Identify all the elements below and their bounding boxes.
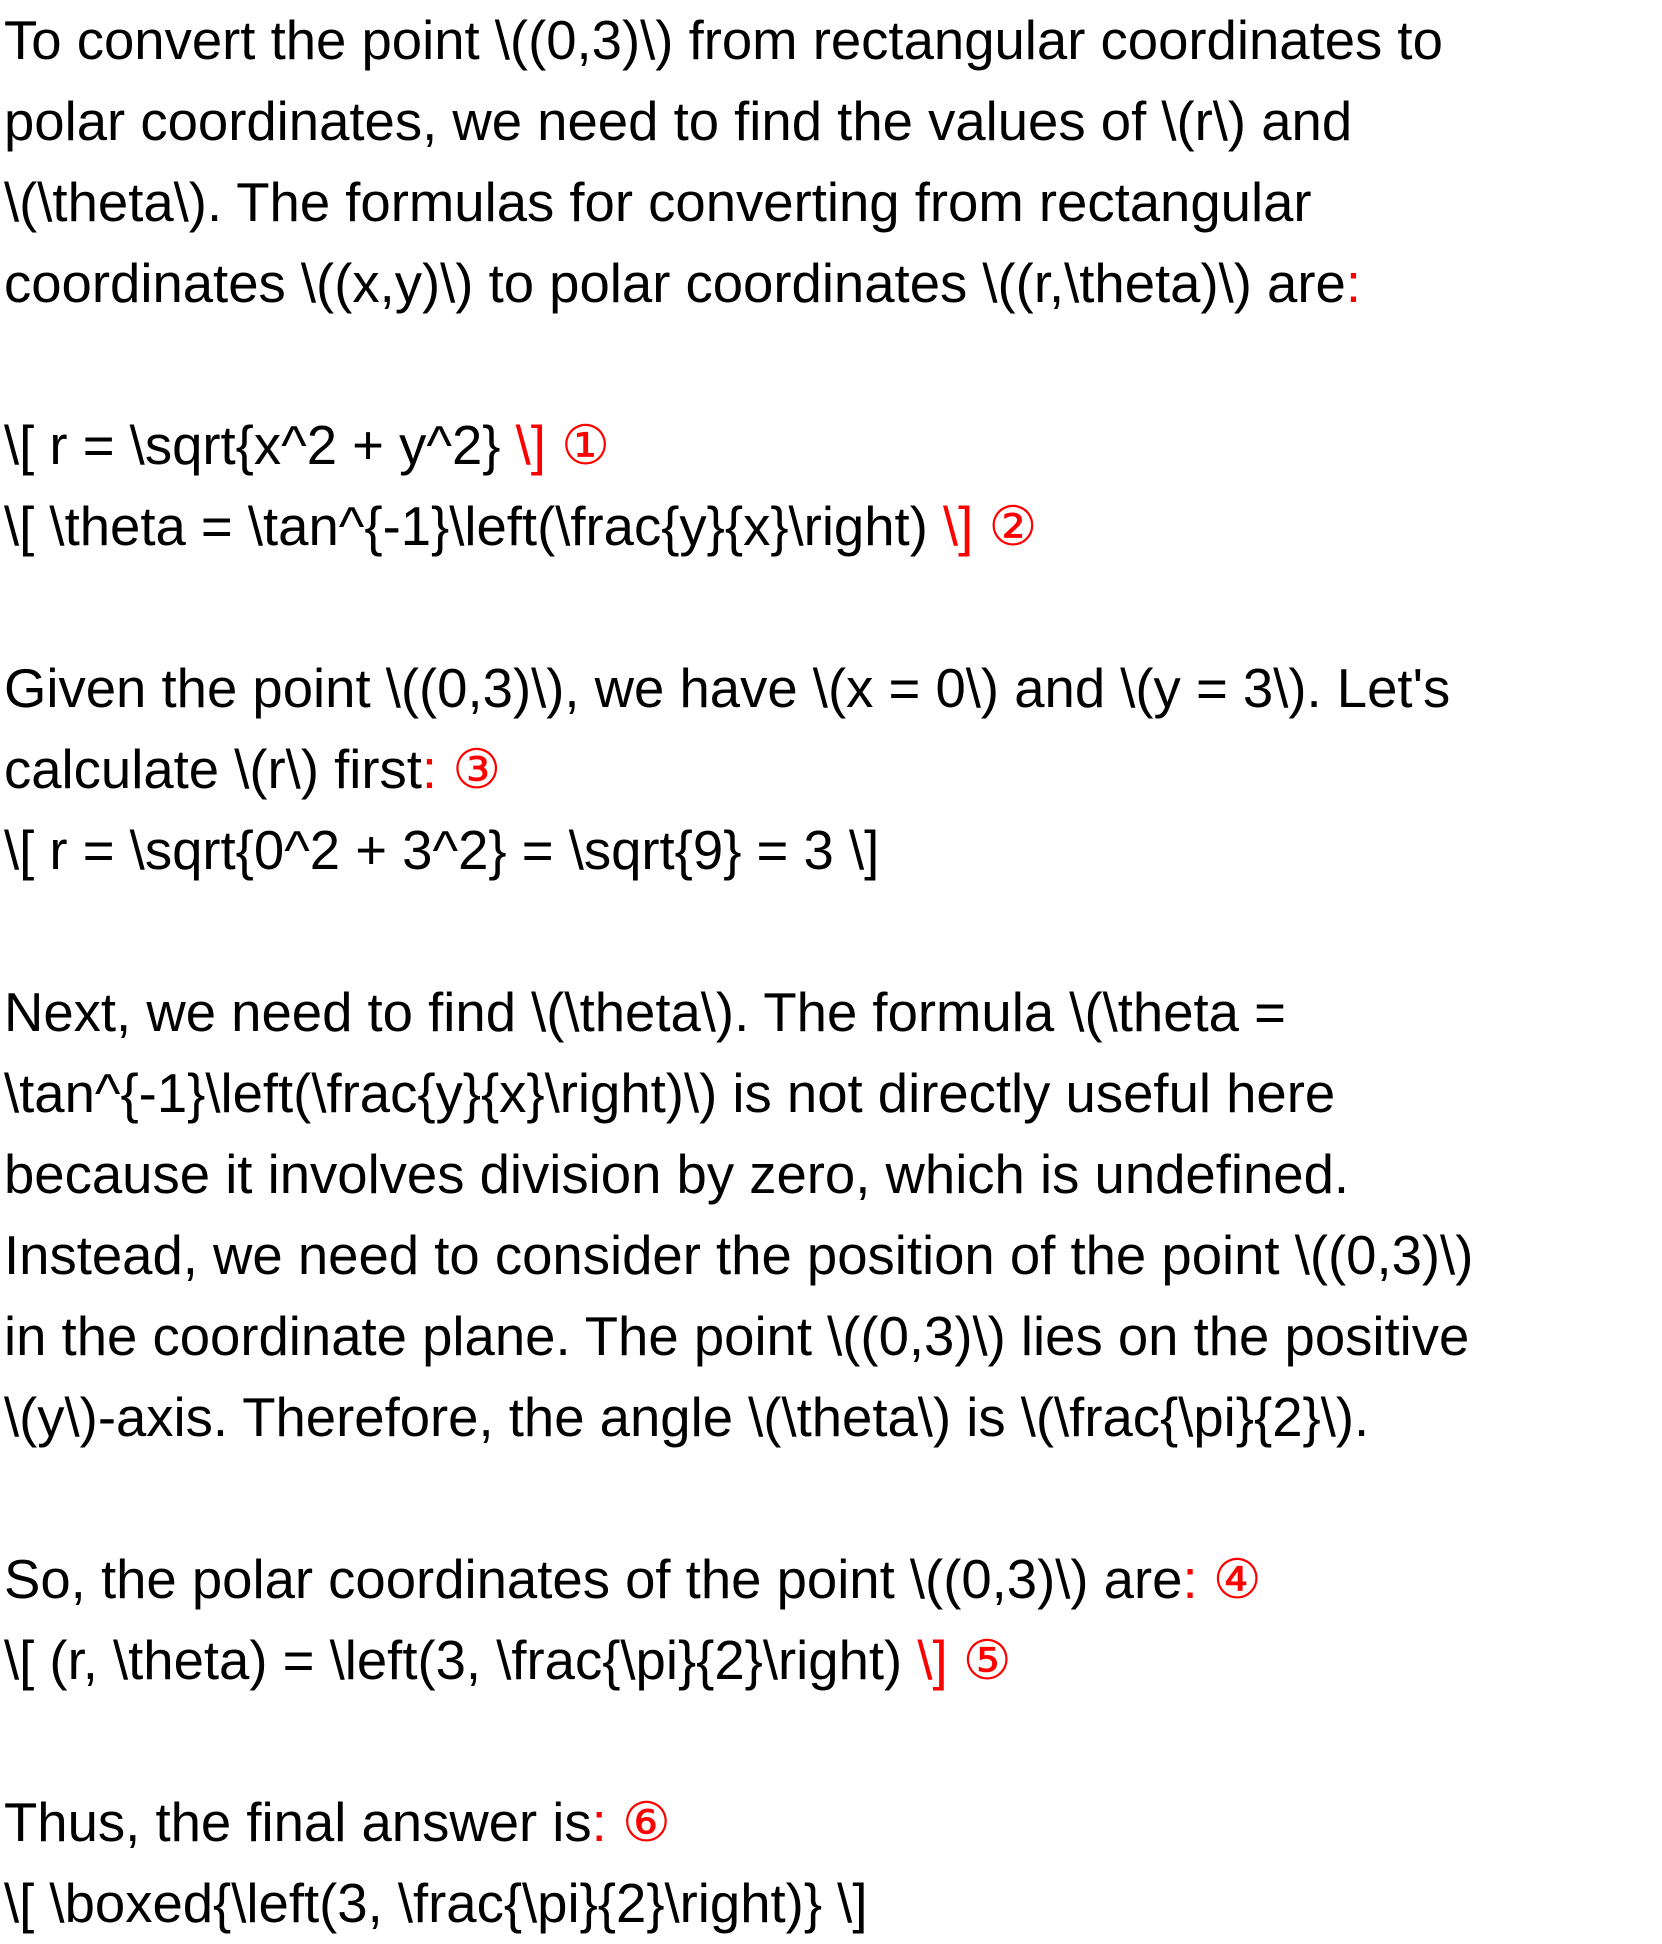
step-marker-6: ⑥ bbox=[621, 1792, 671, 1853]
step-marker-colon: : bbox=[591, 1792, 607, 1853]
formula-r bbox=[4, 405, 1658, 486]
formula-theta-text: \[ \theta = \tan^{-1}\left(\frac{y}{x}\right) bbox=[4, 496, 943, 557]
given-line-1: Given the point \((0,3)\), we have \(x = 0\) and \(y = 3\). Let's bbox=[4, 658, 1451, 719]
given-line-2-text: calculate \(r\) first bbox=[4, 739, 422, 800]
step-marker-colon: : bbox=[421, 739, 438, 800]
theta-line-6: \(y\)-axis. Therefore, the angle \(\theta\) is \(\frac{\pi}{2}\). bbox=[4, 1387, 1370, 1448]
formula-theta bbox=[4, 486, 1658, 567]
final-line-1 bbox=[4, 1782, 1658, 1863]
paragraph-spacer bbox=[4, 1458, 1658, 1539]
intro-line-4 bbox=[4, 243, 1658, 324]
final-line-1-text: Thus, the final answer is bbox=[4, 1792, 592, 1853]
step-marker-4: ④ bbox=[1212, 1549, 1262, 1610]
r-calculation: \[ r = \sqrt{0^2 + 3^2} = \sqrt{9} = 3 \] bbox=[4, 820, 880, 881]
theta-line-1: Next, we need to find \(\theta\). The formula \(\theta = bbox=[4, 982, 1286, 1043]
polar-result bbox=[4, 1620, 1658, 1701]
theta-line-2: \tan^{-1}\left(\frac{y}{x}\right)\) is not directly useful here bbox=[4, 1063, 1336, 1124]
theta-line-5: in the coordinate plane. The point \((0,3)\) lies on the positive bbox=[4, 1306, 1470, 1367]
paragraph-spacer bbox=[4, 324, 1658, 405]
step-marker-colon: : bbox=[1345, 253, 1361, 314]
intro-line-2: polar coordinates, we need to find the values of \(r\) and bbox=[4, 91, 1353, 152]
polar-line-1 bbox=[4, 1539, 1658, 1620]
paragraph-spacer bbox=[4, 1701, 1658, 1782]
step-marker-3: ③ bbox=[452, 739, 502, 800]
step-marker-5: ⑤ bbox=[962, 1630, 1012, 1691]
polar-line-1-text: So, the polar coordinates of the point \((0,3)\) are bbox=[4, 1549, 1183, 1610]
formula-theta-close: \] bbox=[942, 496, 974, 557]
intro-line-4-text: coordinates \((x,y)\) to polar coordinates \((r,\theta)\) are bbox=[4, 253, 1346, 314]
intro-line-3: \(\theta\). The formulas for converting from rectangular bbox=[4, 172, 1312, 233]
final-answer: \[ \boxed{\left(3, \frac{\pi}{2}\right)} \] bbox=[4, 1873, 868, 1934]
theta-line-3: because it involves division by zero, which is undefined. bbox=[4, 1144, 1350, 1205]
step-marker-colon: : bbox=[1182, 1549, 1198, 1610]
theta-line-4: Instead, we need to consider the position of the point \((0,3)\) bbox=[4, 1225, 1474, 1286]
formula-r-text: \[ r = \sqrt{x^2 + y^2} bbox=[4, 415, 516, 476]
paragraph-spacer bbox=[4, 567, 1658, 648]
polar-result-text: \[ (r, \theta) = \left(3, \frac{\pi}{2}\right) bbox=[4, 1630, 918, 1691]
formula-r-close: \] bbox=[515, 415, 546, 476]
step-marker-2: ② bbox=[988, 496, 1038, 557]
paragraph-spacer bbox=[4, 891, 1658, 972]
intro-line-1: To convert the point \((0,3)\) from rectangular coordinates to bbox=[4, 10, 1443, 71]
given-line-2 bbox=[4, 729, 1658, 810]
solution-document bbox=[4, 0, 1658, 1944]
step-marker-1: ① bbox=[561, 415, 610, 476]
polar-result-close: \] bbox=[917, 1630, 948, 1691]
